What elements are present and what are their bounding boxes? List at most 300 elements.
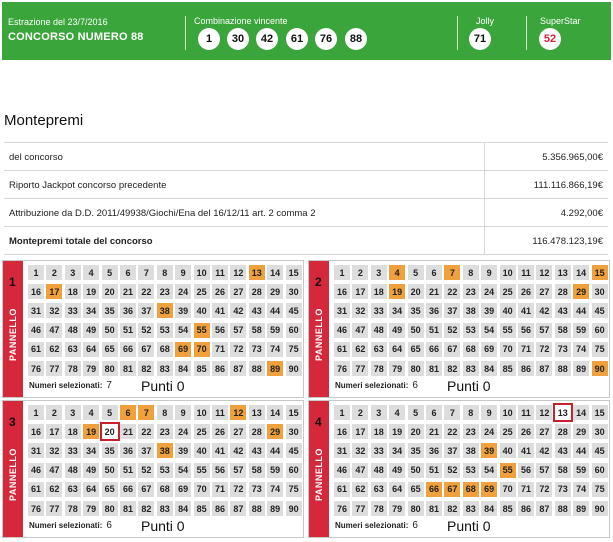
number-cell[interactable]: 6 <box>426 405 442 420</box>
number-cell[interactable]: 65 <box>102 482 118 497</box>
number-cell[interactable]: 18 <box>371 284 387 299</box>
number-cell[interactable]: 7 <box>138 405 154 420</box>
number-cell[interactable]: 90 <box>286 501 302 516</box>
number-cell[interactable]: 74 <box>267 342 283 357</box>
number-cell[interactable]: 82 <box>138 501 154 516</box>
number-cell[interactable]: 44 <box>573 443 589 458</box>
number-cell[interactable]: 67 <box>444 482 460 497</box>
number-cell[interactable]: 17 <box>46 424 62 439</box>
number-cell[interactable]: 40 <box>500 303 516 318</box>
number-cell[interactable]: 83 <box>157 361 173 376</box>
number-cell[interactable]: 60 <box>286 463 302 478</box>
number-cell[interactable]: 31 <box>28 443 44 458</box>
number-cell[interactable]: 51 <box>426 323 442 338</box>
number-cell[interactable]: 1 <box>28 405 44 420</box>
number-cell[interactable]: 23 <box>463 284 479 299</box>
number-cell[interactable]: 90 <box>286 361 302 376</box>
number-cell[interactable]: 48 <box>371 463 387 478</box>
number-cell[interactable]: 38 <box>157 303 173 318</box>
number-cell[interactable]: 12 <box>536 405 552 420</box>
number-cell[interactable]: 68 <box>463 342 479 357</box>
number-cell[interactable]: 57 <box>230 323 246 338</box>
number-cell[interactable]: 35 <box>102 443 118 458</box>
number-cell[interactable]: 50 <box>408 463 424 478</box>
number-cell[interactable]: 71 <box>518 342 534 357</box>
number-cell[interactable]: 21 <box>120 424 136 439</box>
number-cell[interactable]: 32 <box>352 303 368 318</box>
number-cell[interactable]: 12 <box>230 265 246 280</box>
number-cell[interactable]: 88 <box>249 361 265 376</box>
number-cell[interactable]: 34 <box>389 303 405 318</box>
number-cell[interactable]: 80 <box>102 361 118 376</box>
number-cell[interactable]: 54 <box>175 463 191 478</box>
number-cell[interactable]: 21 <box>120 284 136 299</box>
number-cell[interactable]: 66 <box>426 482 442 497</box>
number-cell[interactable]: 60 <box>286 323 302 338</box>
number-cell[interactable]: 10 <box>500 405 516 420</box>
number-cell[interactable]: 64 <box>83 342 99 357</box>
number-cell[interactable]: 72 <box>230 342 246 357</box>
number-cell[interactable]: 18 <box>65 424 81 439</box>
number-cell[interactable]: 80 <box>102 501 118 516</box>
number-cell[interactable]: 78 <box>371 501 387 516</box>
number-cell[interactable]: 27 <box>536 284 552 299</box>
number-cell[interactable]: 86 <box>212 361 228 376</box>
number-cell[interactable]: 3 <box>371 265 387 280</box>
number-cell[interactable]: 62 <box>352 482 368 497</box>
number-cell[interactable]: 78 <box>65 361 81 376</box>
number-cell[interactable]: 1 <box>28 265 44 280</box>
number-cell[interactable]: 74 <box>267 482 283 497</box>
number-cell[interactable]: 56 <box>518 323 534 338</box>
number-cell[interactable]: 87 <box>230 361 246 376</box>
number-cell[interactable]: 4 <box>83 405 99 420</box>
number-cell[interactable]: 48 <box>65 323 81 338</box>
number-cell[interactable]: 39 <box>175 443 191 458</box>
number-cell[interactable]: 2 <box>46 405 62 420</box>
number-cell[interactable]: 40 <box>194 443 210 458</box>
number-cell[interactable]: 4 <box>83 265 99 280</box>
number-cell[interactable]: 59 <box>573 323 589 338</box>
number-cell[interactable]: 69 <box>481 342 497 357</box>
number-cell[interactable]: 36 <box>426 303 442 318</box>
number-cell[interactable]: 58 <box>249 463 265 478</box>
number-cell[interactable]: 19 <box>389 424 405 439</box>
number-cell[interactable]: 90 <box>592 361 608 376</box>
number-cell[interactable]: 20 <box>102 424 118 439</box>
number-cell[interactable]: 52 <box>444 323 460 338</box>
number-cell[interactable]: 64 <box>389 342 405 357</box>
number-cell[interactable]: 89 <box>267 361 283 376</box>
number-cell[interactable]: 13 <box>555 265 571 280</box>
number-cell[interactable]: 2 <box>46 265 62 280</box>
number-cell[interactable]: 65 <box>102 342 118 357</box>
number-cell[interactable]: 75 <box>592 342 608 357</box>
number-cell[interactable]: 25 <box>194 284 210 299</box>
number-cell[interactable]: 83 <box>463 361 479 376</box>
number-cell[interactable]: 83 <box>463 501 479 516</box>
number-cell[interactable]: 68 <box>157 342 173 357</box>
number-cell[interactable]: 40 <box>500 443 516 458</box>
number-cell[interactable]: 51 <box>120 463 136 478</box>
number-cell[interactable]: 31 <box>334 303 350 318</box>
number-cell[interactable]: 15 <box>592 405 608 420</box>
number-cell[interactable]: 66 <box>120 482 136 497</box>
number-cell[interactable]: 82 <box>444 501 460 516</box>
number-cell[interactable]: 42 <box>230 443 246 458</box>
number-cell[interactable]: 14 <box>573 405 589 420</box>
number-cell[interactable]: 56 <box>212 323 228 338</box>
number-cell[interactable]: 11 <box>212 265 228 280</box>
number-cell[interactable]: 80 <box>408 361 424 376</box>
number-cell[interactable]: 43 <box>555 443 571 458</box>
number-cell[interactable]: 10 <box>500 265 516 280</box>
number-cell[interactable]: 47 <box>46 323 62 338</box>
number-cell[interactable]: 62 <box>46 482 62 497</box>
number-cell[interactable]: 3 <box>65 265 81 280</box>
number-cell[interactable]: 28 <box>555 284 571 299</box>
number-cell[interactable]: 29 <box>573 284 589 299</box>
number-cell[interactable]: 19 <box>83 284 99 299</box>
number-cell[interactable]: 34 <box>389 443 405 458</box>
number-cell[interactable]: 45 <box>592 443 608 458</box>
number-cell[interactable]: 83 <box>157 501 173 516</box>
number-cell[interactable]: 30 <box>286 424 302 439</box>
number-cell[interactable]: 30 <box>592 284 608 299</box>
number-cell[interactable]: 67 <box>444 342 460 357</box>
number-cell[interactable]: 9 <box>481 405 497 420</box>
number-cell[interactable]: 81 <box>120 361 136 376</box>
number-cell[interactable]: 24 <box>481 284 497 299</box>
number-cell[interactable]: 47 <box>352 323 368 338</box>
number-cell[interactable]: 57 <box>536 463 552 478</box>
number-cell[interactable]: 72 <box>536 342 552 357</box>
number-cell[interactable]: 61 <box>334 482 350 497</box>
number-cell[interactable]: 15 <box>286 405 302 420</box>
number-cell[interactable]: 79 <box>83 361 99 376</box>
number-cell[interactable]: 40 <box>194 303 210 318</box>
number-cell[interactable]: 11 <box>518 265 534 280</box>
number-cell[interactable]: 66 <box>120 342 136 357</box>
number-cell[interactable]: 51 <box>120 323 136 338</box>
number-cell[interactable]: 14 <box>573 265 589 280</box>
number-cell[interactable]: 89 <box>267 501 283 516</box>
number-cell[interactable]: 78 <box>65 501 81 516</box>
number-cell[interactable]: 52 <box>444 463 460 478</box>
number-cell[interactable]: 30 <box>592 424 608 439</box>
number-cell[interactable]: 54 <box>481 463 497 478</box>
number-cell[interactable]: 61 <box>28 342 44 357</box>
number-cell[interactable]: 14 <box>267 405 283 420</box>
number-cell[interactable]: 31 <box>28 303 44 318</box>
number-cell[interactable]: 57 <box>536 323 552 338</box>
number-cell[interactable]: 64 <box>389 482 405 497</box>
number-cell[interactable]: 49 <box>83 463 99 478</box>
number-cell[interactable]: 49 <box>83 323 99 338</box>
number-cell[interactable]: 7 <box>138 265 154 280</box>
number-cell[interactable]: 22 <box>138 424 154 439</box>
number-cell[interactable]: 25 <box>500 284 516 299</box>
number-cell[interactable]: 53 <box>157 463 173 478</box>
number-cell[interactable]: 88 <box>249 501 265 516</box>
number-cell[interactable]: 28 <box>555 424 571 439</box>
number-cell[interactable]: 35 <box>102 303 118 318</box>
number-cell[interactable]: 41 <box>212 443 228 458</box>
number-cell[interactable]: 10 <box>194 265 210 280</box>
number-cell[interactable]: 62 <box>46 342 62 357</box>
number-cell[interactable]: 2 <box>352 405 368 420</box>
number-cell[interactable]: 44 <box>573 303 589 318</box>
number-cell[interactable]: 75 <box>592 482 608 497</box>
number-cell[interactable]: 5 <box>102 265 118 280</box>
number-cell[interactable]: 75 <box>286 342 302 357</box>
number-cell[interactable]: 53 <box>157 323 173 338</box>
number-cell[interactable]: 16 <box>334 424 350 439</box>
number-cell[interactable]: 6 <box>426 265 442 280</box>
number-cell[interactable]: 70 <box>500 342 516 357</box>
number-cell[interactable]: 88 <box>555 361 571 376</box>
number-cell[interactable]: 44 <box>267 303 283 318</box>
number-cell[interactable]: 45 <box>592 303 608 318</box>
number-cell[interactable]: 86 <box>518 361 534 376</box>
number-cell[interactable]: 58 <box>555 463 571 478</box>
number-cell[interactable]: 22 <box>138 284 154 299</box>
number-cell[interactable]: 63 <box>371 482 387 497</box>
number-cell[interactable]: 48 <box>65 463 81 478</box>
number-cell[interactable]: 65 <box>408 482 424 497</box>
number-cell[interactable]: 66 <box>426 342 442 357</box>
number-cell[interactable]: 68 <box>157 482 173 497</box>
number-cell[interactable]: 67 <box>138 482 154 497</box>
number-cell[interactable]: 87 <box>230 501 246 516</box>
number-cell[interactable]: 18 <box>371 424 387 439</box>
number-cell[interactable]: 70 <box>194 482 210 497</box>
number-cell[interactable]: 4 <box>389 405 405 420</box>
number-cell[interactable]: 37 <box>444 303 460 318</box>
number-cell[interactable]: 49 <box>389 463 405 478</box>
number-cell[interactable]: 63 <box>371 342 387 357</box>
number-cell[interactable]: 55 <box>500 323 516 338</box>
number-cell[interactable]: 42 <box>536 443 552 458</box>
number-cell[interactable]: 3 <box>371 405 387 420</box>
number-cell[interactable]: 84 <box>175 361 191 376</box>
number-cell[interactable]: 34 <box>83 443 99 458</box>
number-cell[interactable]: 19 <box>83 424 99 439</box>
number-cell[interactable]: 26 <box>518 284 534 299</box>
number-cell[interactable]: 41 <box>518 443 534 458</box>
number-cell[interactable]: 22 <box>444 284 460 299</box>
number-cell[interactable]: 86 <box>518 501 534 516</box>
number-cell[interactable]: 23 <box>157 424 173 439</box>
number-cell[interactable]: 32 <box>352 443 368 458</box>
number-cell[interactable]: 9 <box>175 265 191 280</box>
number-cell[interactable]: 70 <box>500 482 516 497</box>
number-cell[interactable]: 82 <box>444 361 460 376</box>
number-cell[interactable]: 35 <box>408 443 424 458</box>
number-cell[interactable]: 1 <box>334 265 350 280</box>
number-cell[interactable]: 11 <box>212 405 228 420</box>
number-cell[interactable]: 24 <box>175 424 191 439</box>
number-cell[interactable]: 24 <box>175 284 191 299</box>
number-cell[interactable]: 85 <box>194 361 210 376</box>
number-cell[interactable]: 24 <box>481 424 497 439</box>
number-cell[interactable]: 87 <box>536 501 552 516</box>
number-cell[interactable]: 88 <box>555 501 571 516</box>
number-cell[interactable]: 55 <box>194 463 210 478</box>
number-cell[interactable]: 32 <box>46 303 62 318</box>
number-cell[interactable]: 18 <box>65 284 81 299</box>
number-cell[interactable]: 46 <box>334 463 350 478</box>
number-cell[interactable]: 32 <box>46 443 62 458</box>
number-cell[interactable]: 25 <box>194 424 210 439</box>
number-cell[interactable]: 25 <box>500 424 516 439</box>
number-cell[interactable]: 53 <box>463 463 479 478</box>
number-cell[interactable]: 43 <box>249 303 265 318</box>
number-cell[interactable]: 84 <box>175 501 191 516</box>
number-cell[interactable]: 38 <box>463 443 479 458</box>
number-cell[interactable]: 28 <box>249 284 265 299</box>
number-cell[interactable]: 2 <box>352 265 368 280</box>
number-cell[interactable]: 43 <box>249 443 265 458</box>
number-cell[interactable]: 19 <box>389 284 405 299</box>
number-cell[interactable]: 59 <box>267 323 283 338</box>
number-cell[interactable]: 3 <box>65 405 81 420</box>
number-cell[interactable]: 56 <box>212 463 228 478</box>
number-cell[interactable]: 46 <box>28 323 44 338</box>
number-cell[interactable]: 48 <box>371 323 387 338</box>
number-cell[interactable]: 37 <box>138 443 154 458</box>
number-cell[interactable]: 76 <box>334 501 350 516</box>
number-cell[interactable]: 17 <box>352 284 368 299</box>
number-cell[interactable]: 87 <box>536 361 552 376</box>
number-cell[interactable]: 12 <box>536 265 552 280</box>
number-cell[interactable]: 34 <box>83 303 99 318</box>
number-cell[interactable]: 38 <box>463 303 479 318</box>
number-cell[interactable]: 76 <box>28 361 44 376</box>
number-cell[interactable]: 7 <box>444 405 460 420</box>
number-cell[interactable]: 9 <box>175 405 191 420</box>
number-cell[interactable]: 33 <box>65 303 81 318</box>
number-cell[interactable]: 13 <box>555 405 571 420</box>
number-cell[interactable]: 69 <box>175 342 191 357</box>
number-cell[interactable]: 11 <box>518 405 534 420</box>
number-cell[interactable]: 31 <box>334 443 350 458</box>
number-cell[interactable]: 36 <box>426 443 442 458</box>
number-cell[interactable]: 64 <box>83 482 99 497</box>
number-cell[interactable]: 51 <box>426 463 442 478</box>
number-cell[interactable]: 70 <box>194 342 210 357</box>
number-cell[interactable]: 89 <box>573 501 589 516</box>
number-cell[interactable]: 46 <box>28 463 44 478</box>
number-cell[interactable]: 71 <box>212 342 228 357</box>
number-cell[interactable]: 23 <box>157 284 173 299</box>
number-cell[interactable]: 7 <box>444 265 460 280</box>
number-cell[interactable]: 43 <box>555 303 571 318</box>
number-cell[interactable]: 60 <box>592 463 608 478</box>
number-cell[interactable]: 42 <box>536 303 552 318</box>
number-cell[interactable]: 6 <box>120 265 136 280</box>
number-cell[interactable]: 50 <box>102 463 118 478</box>
number-cell[interactable]: 17 <box>46 284 62 299</box>
number-cell[interactable]: 10 <box>194 405 210 420</box>
number-cell[interactable]: 78 <box>371 361 387 376</box>
number-cell[interactable]: 22 <box>444 424 460 439</box>
number-cell[interactable]: 46 <box>334 323 350 338</box>
number-cell[interactable]: 71 <box>518 482 534 497</box>
number-cell[interactable]: 39 <box>481 303 497 318</box>
number-cell[interactable]: 44 <box>267 443 283 458</box>
number-cell[interactable]: 37 <box>138 303 154 318</box>
number-cell[interactable]: 69 <box>481 482 497 497</box>
number-cell[interactable]: 62 <box>352 342 368 357</box>
number-cell[interactable]: 26 <box>212 424 228 439</box>
number-cell[interactable]: 81 <box>426 361 442 376</box>
number-cell[interactable]: 77 <box>352 361 368 376</box>
number-cell[interactable]: 69 <box>175 482 191 497</box>
number-cell[interactable]: 16 <box>28 284 44 299</box>
number-cell[interactable]: 57 <box>230 463 246 478</box>
number-cell[interactable]: 29 <box>267 424 283 439</box>
number-cell[interactable]: 33 <box>371 443 387 458</box>
number-cell[interactable]: 80 <box>408 501 424 516</box>
number-cell[interactable]: 81 <box>120 501 136 516</box>
number-cell[interactable]: 38 <box>157 443 173 458</box>
number-cell[interactable]: 67 <box>138 342 154 357</box>
number-cell[interactable]: 21 <box>426 284 442 299</box>
number-cell[interactable]: 41 <box>212 303 228 318</box>
number-cell[interactable]: 81 <box>426 501 442 516</box>
number-cell[interactable]: 60 <box>592 323 608 338</box>
number-cell[interactable]: 59 <box>573 463 589 478</box>
number-cell[interactable]: 73 <box>249 482 265 497</box>
number-cell[interactable]: 55 <box>194 323 210 338</box>
number-cell[interactable]: 23 <box>463 424 479 439</box>
number-cell[interactable]: 85 <box>500 361 516 376</box>
number-cell[interactable]: 5 <box>102 405 118 420</box>
number-cell[interactable]: 6 <box>120 405 136 420</box>
number-cell[interactable]: 26 <box>212 284 228 299</box>
number-cell[interactable]: 20 <box>408 424 424 439</box>
number-cell[interactable]: 26 <box>518 424 534 439</box>
number-cell[interactable]: 73 <box>249 342 265 357</box>
number-cell[interactable]: 54 <box>481 323 497 338</box>
number-cell[interactable]: 71 <box>212 482 228 497</box>
number-cell[interactable]: 5 <box>408 405 424 420</box>
number-cell[interactable]: 15 <box>592 265 608 280</box>
number-cell[interactable]: 8 <box>463 405 479 420</box>
number-cell[interactable]: 16 <box>28 424 44 439</box>
number-cell[interactable]: 47 <box>352 463 368 478</box>
number-cell[interactable]: 75 <box>286 482 302 497</box>
number-cell[interactable]: 33 <box>371 303 387 318</box>
number-cell[interactable]: 77 <box>46 361 62 376</box>
number-cell[interactable]: 90 <box>592 501 608 516</box>
number-cell[interactable]: 54 <box>175 323 191 338</box>
number-cell[interactable]: 16 <box>334 284 350 299</box>
number-cell[interactable]: 20 <box>408 284 424 299</box>
number-cell[interactable]: 84 <box>481 501 497 516</box>
number-cell[interactable]: 84 <box>481 361 497 376</box>
number-cell[interactable]: 28 <box>249 424 265 439</box>
number-cell[interactable]: 74 <box>573 482 589 497</box>
number-cell[interactable]: 17 <box>352 424 368 439</box>
number-cell[interactable]: 8 <box>157 265 173 280</box>
number-cell[interactable]: 79 <box>83 501 99 516</box>
number-cell[interactable]: 76 <box>334 361 350 376</box>
number-cell[interactable]: 36 <box>120 443 136 458</box>
number-cell[interactable]: 85 <box>500 501 516 516</box>
number-cell[interactable]: 59 <box>267 463 283 478</box>
